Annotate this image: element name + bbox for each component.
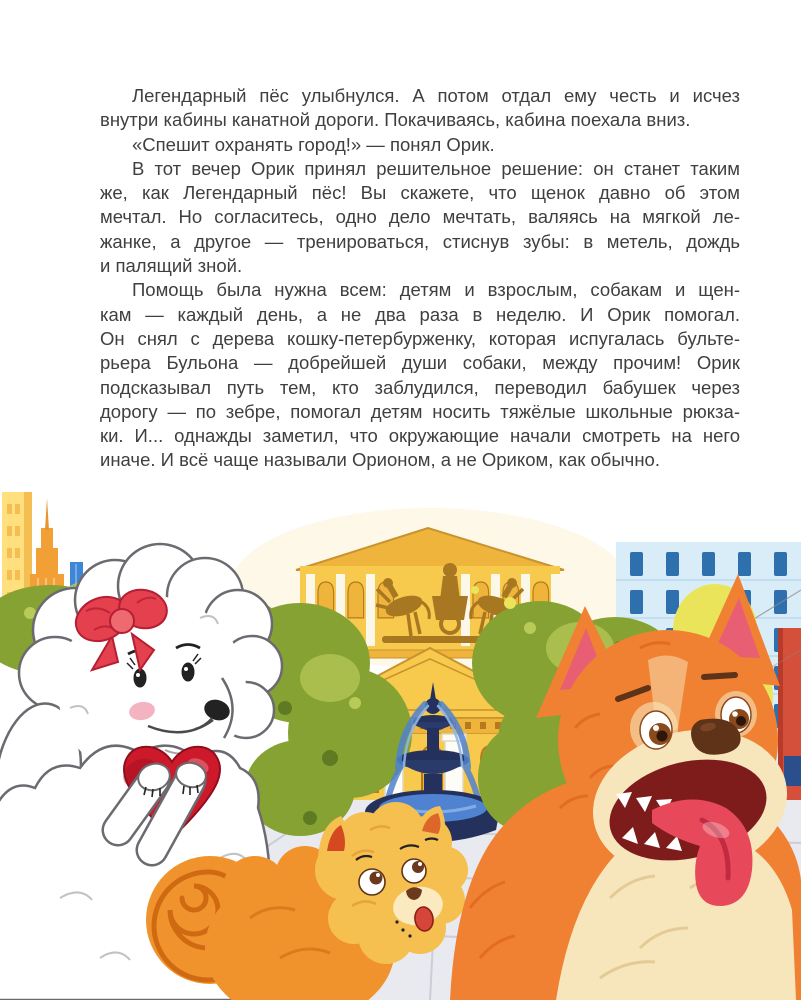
story-line: Помощь была нужна всем: детям и взрослым, собакам и щен-: [132, 279, 740, 301]
story-text: [100, 84, 740, 473]
story-line: В тот вечер Орик принял решительное решение: он станет таким: [132, 157, 740, 179]
story-line: подсказывал путь тем, кто заблудился, переводил бабушек через: [100, 376, 740, 398]
story-line: рьера Бульона — добрейшей души собаки, между прочим! Орик: [100, 352, 740, 374]
story-line: кам — каждый день, а не два раза в неделю. И Орик помогал.: [100, 303, 740, 325]
story-line: ки. И... однажды заметил, что окружающие начали смотреть на него: [100, 425, 740, 447]
story-line: же, как Легендарный пёс! Вы скажете, что щенок давно об этом: [100, 182, 740, 204]
story-line: мечтал. Но согласитесь, одно дело мечтать, валяясь на мягкой ле-: [100, 206, 740, 228]
story-line: и палящий зной.: [100, 255, 243, 277]
illustration: [0, 478, 801, 1000]
story-line: Он снял с дерева кошку-петербурженку, которая испугалась бульте-: [100, 327, 740, 349]
story-line: «Спешит охранять город!» — понял Орик.: [132, 133, 495, 155]
story-line: иначе. И всё чаще называли Орионом, а не Ориком, как обычно.: [100, 449, 660, 471]
story-line: внутри кабины канатной дороги. Покачиваясь, кабина поехала вниз.: [100, 109, 691, 131]
story-line: жанке, а другое — тренироваться, стиснув зубы: в метель, дождь: [100, 230, 740, 252]
story-line: Легендарный пёс улыбнулся. А потом отдал ему честь и исчез: [132, 85, 740, 106]
story-line: дорогу — по зебре, помогал детям носить тяжёлые школьные рюкза-: [100, 400, 740, 422]
